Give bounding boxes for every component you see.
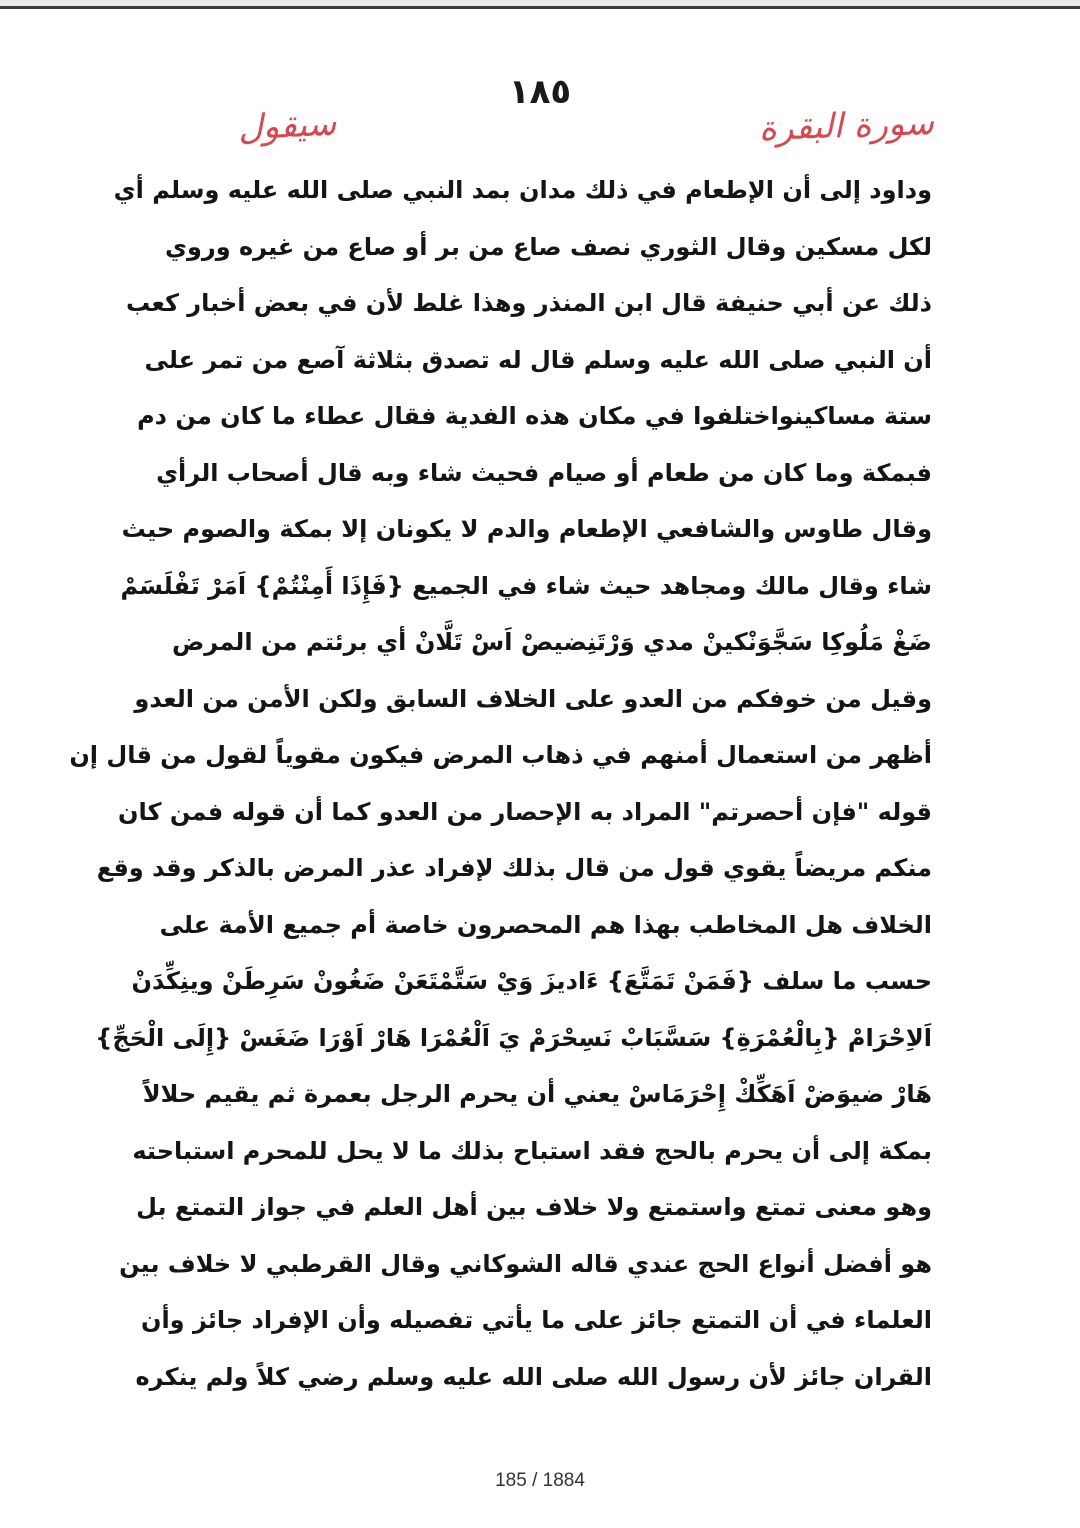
text-line: ذلك عن أبي حنيفة قال ابن المنذر وهذا غلط لأن في بعض أخبار كعب xyxy=(126,289,932,317)
text-line: الخلاف هل المخاطب بهذا هم المحصرون خاصة أم جميع الأمة على xyxy=(159,910,932,939)
text-line: منكم مريضاً يقوي قول من قال بذلك لإفراد عذر المرض بالذكر وقد وقع xyxy=(96,854,932,882)
page-top-border xyxy=(0,6,1080,9)
text-line: القران جائز لأن رسول الله صلى الله عليه وسلم رضي كلاً ولم ينكره xyxy=(135,1362,932,1391)
text-line: قوله "فإن أحصرتم" المراد به الإحصار من العدو كما أن قوله فمن كان xyxy=(118,797,932,826)
page-counter: 185 / 1884 xyxy=(495,1470,585,1491)
page-number: ١٨٥ xyxy=(508,72,572,112)
handwritten-annotation-juz: سيقول xyxy=(237,103,338,149)
text-line: شاء وقال مالك ومجاهد حيث شاء في الجميع {فَإِذَا أَمِنْتُمْ} اَمَرْ تَفْلَسَمْ xyxy=(120,571,932,600)
handwritten-annotation-surah: سورة البقرة xyxy=(758,102,935,150)
text-line: وهو معنى تمتع واستمتع ولا خلاف بين أهل العلم في جواز التمتع بل xyxy=(136,1193,932,1221)
text-line: هو أفضل أنواع الحج عندي قاله الشوكاني وقال القرطبي لا خلاف بين xyxy=(119,1249,932,1278)
text-line: ستة مساكينواختلفوا في مكان هذه الفدية فقال عطاء ما كان من دم xyxy=(137,402,932,430)
text-line: وقال طاوس والشافعي الإطعام والدم لا يكونان إلا بمكة والصوم حيث xyxy=(121,515,932,543)
text-line: بمكة إلى أن يحرم بالحج فقد استباح بذلك ما لا يحل للمحرم استباحته xyxy=(132,1136,932,1165)
text-line: وقيل من خوفكم من العدو على الخلاف السابق ولكن الأمن من العدو xyxy=(134,684,932,713)
text-line: ضَغْ مَلُوكِا سَجَّوَنْكينْ مدي وَرْتَنِضيصْ اَسْ تَلَّانْ أي برئتم من المرض xyxy=(172,628,932,656)
text-line: هَارْ ضيوَضْ اَهَكِّكْ إِحْرَمَاسْ يعني أن يحرم الرجل بعمرة ثم يقيم حلالاً xyxy=(142,1080,932,1108)
text-line: لكل مسكين وقال الثوري نصف صاع من بر أو صاع من غيره وروي xyxy=(164,232,932,261)
text-line: أظهر من استعمال أمنهم في ذهاب المرض فيكون مقوياً لقول من قال إن xyxy=(69,741,932,769)
body-text xyxy=(69,162,932,1405)
text-line: وداود إلى أن الإطعام في ذلك مدان بمد النبي صلى الله عليه وسلم أي xyxy=(113,176,932,204)
text-line: اَلاِحْرَامْ {بِالْعُمْرَةِ} سَسَّبَابْ نَسِحْرَمْ يَ اَلْعُمْرَا هَارْ اَوْرَا ضَغَسْ {إِلَى الْحَجِّ} xyxy=(95,1023,932,1052)
text-line: أن النبي صلى الله عليه وسلم قال له تصدق بثلاثة آصع من تمر على xyxy=(144,345,932,374)
text-line: حسب ما سلف {فَمَنْ تَمَتَّعَ} ءَاديزَ وَيْ سَتَّمْتَعَنْ ضَغُونْ سَرِطَنْ وينِكِّدَنْ xyxy=(131,967,932,995)
text-line: العلماء في أن التمتع جائز على ما يأتي تفصيله وأن الإفراد جائز وأن xyxy=(140,1306,932,1334)
text-line: فبمكة وما كان من طعام أو صيام فحيث شاء وبه قال أصحاب الرأي xyxy=(156,458,932,487)
